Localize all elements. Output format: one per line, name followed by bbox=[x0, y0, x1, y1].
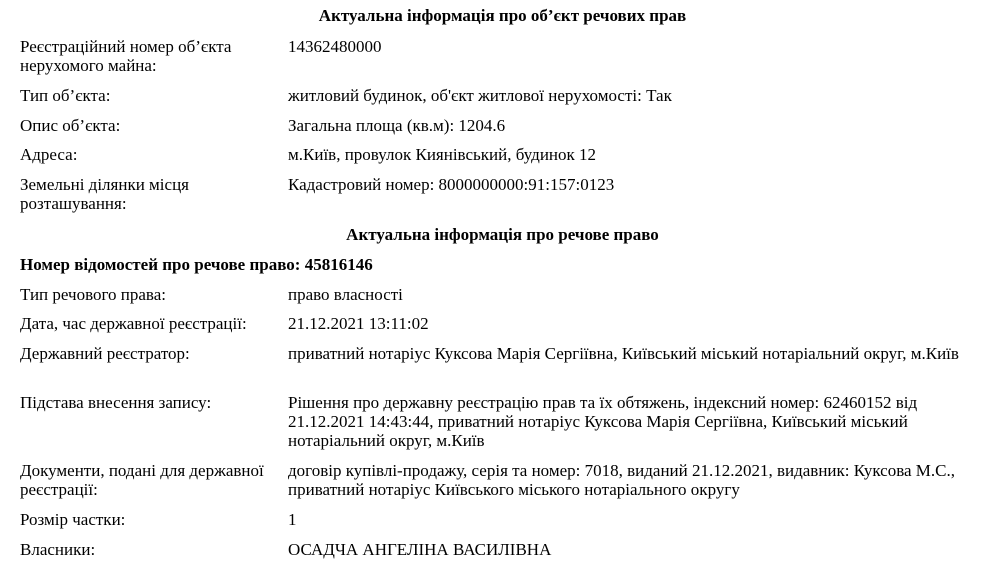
field-value: ОСАДЧА АНГЕЛІНА ВАСИЛІВНА bbox=[288, 540, 552, 559]
field-label: Опис об’єкта: bbox=[20, 116, 121, 135]
field-value: приватний нотаріус Куксова Марія Сергіївна, Київський міський нотаріальний округ, м.Київ bbox=[288, 344, 959, 363]
field-label: Тип об’єкта: bbox=[20, 86, 111, 105]
field-label: Документи, подані для державної реєстрації: bbox=[20, 461, 264, 499]
field-value: Загальна площа (кв.м): 1204.6 bbox=[288, 116, 506, 135]
field-label: Власники: bbox=[20, 540, 96, 559]
field-value: 21.12.2021 13:11:02 bbox=[288, 314, 429, 333]
field-label: Земельні ділянки місця розташування: bbox=[20, 175, 189, 213]
field-value: 1 bbox=[288, 510, 297, 529]
field-label: Дата, час державної реєстрації: bbox=[20, 314, 247, 333]
field-label: Розмір частки: bbox=[20, 510, 126, 529]
field-label: Підстава внесення запису: bbox=[20, 393, 212, 412]
field-value: Кадастровий номер: 8000000000:91:157:0123 bbox=[288, 175, 615, 194]
object-section-heading: Актуальна інформація про об’єкт речових прав bbox=[318, 6, 687, 25]
field-value: право власності bbox=[288, 285, 403, 304]
field-value: 14362480000 bbox=[288, 37, 382, 56]
field-label: Тип речового права: bbox=[20, 285, 167, 304]
right-section-heading: Актуальна інформація про речове право bbox=[346, 225, 659, 244]
field-value: житловий будинок, об'єкт житлової нерухомості: Так bbox=[288, 86, 672, 105]
field-value: Рішення про державну реєстрацію прав та їх обтяжень, індексний номер: 62460152 від 21.12.2021 14:43:44, приватний нотаріус Куксова Марія Сергіївна, Київський міський нотаріальний округ, м.Київ bbox=[288, 393, 918, 450]
field-label: Адреса: bbox=[20, 145, 78, 164]
field-label: Державний реєстратор: bbox=[20, 344, 190, 363]
field-value: договір купівлі-продажу, серія та номер: 7018, виданий 21.12.2021, видавник: Куксова М.С., приватний нотаріус Київського міського нотаріального округу bbox=[288, 461, 956, 499]
right-record-number: Номер відомостей про речове право: 45816146 bbox=[20, 255, 373, 274]
field-value: м.Київ, провулок Киянівський, будинок 12 bbox=[288, 145, 597, 164]
field-label: Реєстраційний номер об’єкта нерухомого майна: bbox=[20, 37, 232, 75]
